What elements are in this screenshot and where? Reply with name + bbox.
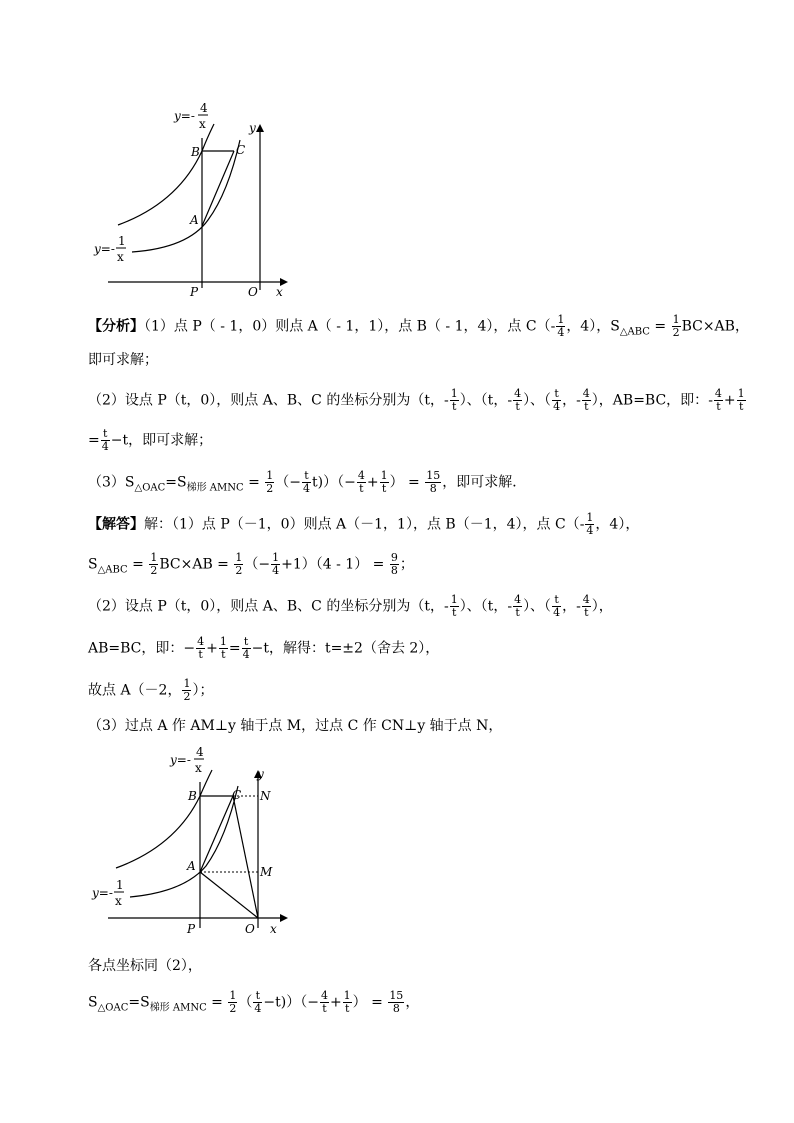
num: 15 [389, 989, 404, 1002]
subscript: △ABC [97, 564, 128, 576]
fraction [242, 636, 251, 661]
den: 4 [586, 524, 594, 537]
den: 8 [425, 482, 441, 495]
fraction [714, 388, 723, 413]
num: 4 [514, 387, 522, 400]
sign: + [723, 392, 736, 409]
den: t [582, 400, 591, 413]
axis-x-label: x [276, 285, 283, 298]
text: ）（ [323, 474, 345, 491]
text: ， [562, 392, 577, 409]
num: 1 [557, 313, 565, 326]
den: t [450, 606, 459, 619]
den: t [357, 482, 366, 495]
text: （2）设点 P（t，0），则点 A、B、C 的坐标分别为（t， [88, 598, 444, 615]
subscript: 梯形 AMNC [186, 482, 244, 494]
num: t [243, 635, 249, 648]
point-o-label: O [248, 285, 258, 298]
fraction [450, 388, 459, 413]
text: = [649, 318, 671, 335]
text: ）、（t， [459, 392, 508, 409]
num: t [554, 387, 559, 400]
text: （2）设点 P（t，0），则点 A、B、C 的坐标分别为（t， [88, 392, 444, 409]
sign: + [206, 640, 218, 657]
den: 2 [150, 564, 158, 577]
text: ，即可求解； [128, 432, 213, 449]
text: S [88, 994, 98, 1011]
subscript: △OAC [134, 482, 166, 494]
analysis-line-2: 即可求解； [88, 352, 158, 368]
den: t [343, 1002, 352, 1015]
sign: - [708, 392, 713, 409]
num: 1 [219, 635, 227, 648]
fraction [271, 552, 280, 577]
num: 4 [582, 387, 590, 400]
den: 2 [235, 564, 243, 577]
fraction [582, 388, 591, 413]
den: 2 [183, 690, 191, 703]
text: 解：（1）点 P（－1，0）则点 A（－1，1），点 B（－1，4），点 C（ [144, 516, 580, 533]
text: （ [244, 556, 259, 573]
label-y-neg4: y=- [170, 753, 191, 767]
sign: + [329, 994, 342, 1011]
den: t [513, 606, 522, 619]
num: t [255, 989, 261, 1002]
num: t [554, 593, 559, 606]
text: =S [128, 994, 150, 1011]
text: = [206, 994, 228, 1011]
num: 1 [672, 313, 680, 326]
text: ； [399, 556, 414, 573]
num: 1 [183, 677, 191, 690]
num: t [103, 427, 108, 440]
sign: − [258, 556, 271, 573]
point-n-label: N [260, 789, 271, 803]
analysis-line-4 [88, 428, 212, 453]
text: BC×AB = [159, 556, 234, 573]
solution-line-5 [88, 678, 213, 703]
num: 1 [343, 989, 351, 1002]
sign: − [289, 474, 302, 491]
text: AB=BC，即： [88, 640, 184, 657]
text: （1）点 P（ - 1，0）则点 A（ - 1，1），点 B（ - 1，4），点 C（ [144, 318, 551, 335]
axis-y-label: y [249, 121, 256, 135]
den: t [219, 648, 228, 661]
subscript: △OAC [97, 1002, 129, 1014]
text: ）、（ [523, 598, 552, 615]
num: 1 [737, 387, 745, 400]
text: （ [275, 474, 290, 491]
solution-line-2 [88, 552, 414, 580]
sign: - [507, 598, 513, 615]
den: 4 [553, 606, 561, 619]
point-b-label: B [188, 789, 197, 803]
num: 4 [582, 593, 590, 606]
num: 1 [272, 551, 280, 564]
text: +1）（4 - 1） = [281, 556, 389, 573]
num: 1 [266, 469, 274, 482]
fraction [513, 594, 522, 619]
fraction [219, 636, 228, 661]
fraction [302, 470, 311, 495]
text: −t [251, 640, 269, 657]
sign: − [344, 474, 356, 491]
label-num-4: 4 [196, 745, 204, 759]
den: t [196, 648, 205, 661]
sign: - [443, 392, 449, 409]
num: 1 [450, 387, 458, 400]
text: ），AB=BC，即： [591, 392, 709, 409]
fraction [672, 314, 681, 339]
text: = [127, 556, 149, 573]
solution-line-8 [88, 990, 419, 1018]
axis-y-label: y [257, 767, 264, 781]
num: t [304, 469, 309, 482]
solution-line-6: （3）过点 A 作 AM⊥y 轴于点 M，过点 C 作 CN⊥y 轴于点 N， [88, 718, 503, 734]
den: 4 [553, 400, 561, 413]
fraction [357, 470, 366, 495]
text: BC×AB， [681, 318, 749, 335]
text: ）、（ [523, 392, 552, 409]
fraction [182, 678, 191, 703]
num: 1 [380, 469, 388, 482]
sign: − [307, 994, 319, 1011]
fraction [450, 594, 459, 619]
fraction [390, 552, 399, 577]
text: S [88, 556, 98, 573]
num: 4 [514, 593, 522, 606]
text: ，4），S [566, 318, 620, 335]
den: t [450, 400, 459, 413]
den: 4 [101, 440, 109, 453]
fraction [552, 388, 561, 413]
den: 4 [242, 648, 250, 661]
solution-line-3 [88, 594, 613, 619]
den: 4 [303, 482, 311, 495]
solution-line-4 [88, 636, 439, 661]
fraction [552, 594, 561, 619]
den: t [737, 400, 746, 413]
text: t) [275, 994, 287, 1011]
solution-tag: 【解答】 [88, 516, 144, 533]
text: t) [312, 474, 324, 491]
fraction [265, 470, 274, 495]
label-num-4: 4 [200, 101, 208, 115]
analysis-line-3 [88, 388, 747, 413]
label-den-x2: x [117, 250, 124, 264]
point-p-label: P [190, 285, 199, 298]
subscript: △ABC [619, 326, 650, 338]
num: 4 [197, 635, 205, 648]
text: ， [562, 598, 577, 615]
den: 4 [254, 1002, 262, 1015]
point-m-label: M [260, 865, 273, 879]
text: ，即可求解． [442, 474, 527, 491]
text: = [243, 474, 265, 491]
text: = [88, 432, 100, 449]
sign: - [550, 318, 556, 335]
num: 4 [714, 387, 722, 400]
figure-2-graph [88, 742, 298, 942]
point-o-label: O [245, 922, 255, 936]
sign: - [579, 516, 585, 533]
solution-line-1 [88, 512, 639, 537]
analysis-line-1 [88, 314, 749, 342]
fraction [425, 470, 441, 495]
text: ）； [192, 682, 214, 699]
fraction [149, 552, 158, 577]
axis-x-label: x [270, 922, 277, 936]
num: 1 [229, 989, 237, 1002]
fraction [380, 470, 389, 495]
figure-1-graph [88, 98, 298, 298]
den: 8 [388, 1002, 404, 1015]
sign: - [507, 392, 513, 409]
text: ）（ [286, 994, 308, 1011]
label-den-x: x [199, 117, 206, 131]
text: （ [238, 994, 253, 1011]
den: t [513, 400, 522, 413]
label-y-neg1: y=- [92, 886, 113, 900]
point-a-label: A [190, 213, 199, 227]
text: （3）S [88, 474, 135, 491]
num: 1 [586, 511, 594, 524]
label-num-1: 1 [116, 878, 124, 892]
point-c-label: C [232, 788, 242, 802]
label-den-x: x [195, 761, 202, 775]
fraction [513, 388, 522, 413]
den: t [380, 482, 389, 495]
num: 9 [390, 551, 398, 564]
den: t [582, 606, 591, 619]
text: ）、（t， [459, 598, 508, 615]
label-y-neg1: y=- [94, 242, 115, 256]
point-a-label: A [187, 859, 196, 873]
fraction [343, 990, 352, 1015]
text: −t [110, 432, 129, 449]
fraction [582, 594, 591, 619]
fraction [196, 636, 205, 661]
num: 15 [426, 469, 441, 482]
fraction [556, 314, 565, 339]
fraction [388, 990, 404, 1015]
num: 1 [150, 551, 158, 564]
fraction [253, 990, 262, 1015]
point-c-label: C [236, 143, 246, 157]
den: t [714, 400, 723, 413]
solution-line-7: 各点坐标同（2）， [88, 958, 202, 974]
text: ， [405, 994, 420, 1011]
sign: − [183, 640, 196, 657]
sign: − [263, 994, 276, 1011]
den: 4 [557, 326, 565, 339]
den: 2 [229, 1002, 237, 1015]
den: 2 [672, 326, 680, 339]
label-y-neg4: y=- [174, 109, 195, 123]
text: =S [165, 474, 187, 491]
analysis-line-5 [88, 470, 526, 498]
num: 4 [320, 989, 328, 1002]
sign: - [576, 598, 581, 615]
num: 1 [235, 551, 243, 564]
sign: + [366, 474, 379, 491]
point-b-label: B [191, 145, 200, 159]
fraction [234, 552, 243, 577]
num: 1 [450, 593, 458, 606]
fraction [737, 388, 746, 413]
den: 4 [272, 564, 280, 577]
den: 8 [390, 564, 398, 577]
sign: - [443, 598, 449, 615]
num: 4 [357, 469, 365, 482]
den: t [320, 1002, 329, 1015]
fraction [585, 512, 594, 537]
text: 故点 A（－2， [88, 682, 182, 699]
den: 2 [266, 482, 274, 495]
fraction [320, 990, 329, 1015]
text: ） = [352, 994, 388, 1011]
fraction [101, 428, 110, 453]
point-p-label: P [187, 922, 196, 936]
subscript: 梯形 AMNC [149, 1002, 207, 1014]
label-num-1: 1 [118, 234, 126, 248]
text: ，4）， [595, 516, 640, 533]
sign: - [576, 392, 581, 409]
text: ）， [591, 598, 613, 615]
label-den-x2: x [115, 894, 122, 908]
fraction [228, 990, 237, 1015]
text: ） = [389, 474, 425, 491]
text: = [228, 640, 241, 657]
analysis-tag: 【分析】 [88, 318, 144, 335]
text: ，解得：t=±2（舍去 2）， [268, 640, 440, 657]
